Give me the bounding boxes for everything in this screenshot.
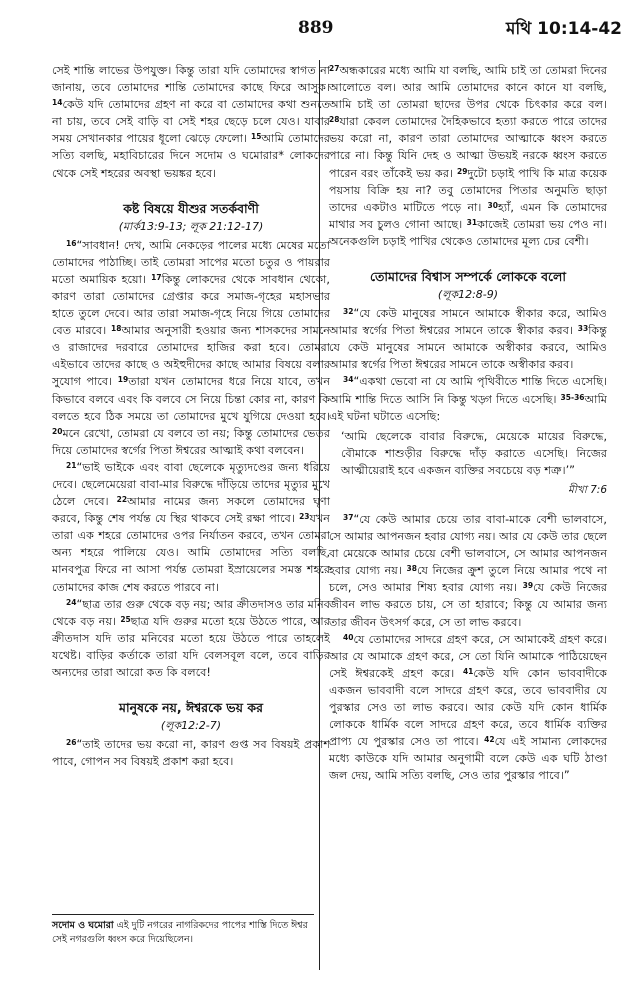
verse-text: আমার নামের জন্য সকলে তোমাদের ঘৃণা করবে, কিন্তু শেষ পর্যন্ত যে স্থির থাকবে সেই রক্ষা পাবে।	[52, 495, 331, 526]
right-column	[329, 62, 607, 784]
verse-text: “যে কেউ মানুষের সামনে আমাকে স্বীকার করে, আমিও আমার স্বর্গের পিতা ঈশ্বরের সামনে তাকে স্বীকার করব।	[329, 307, 607, 338]
verse-text: আমি তোমাদের সত্যি বলছি, মহাবিচারের দিনে সদোম ও ঘমোরার* লোকদের থেকে সেই শহরের অবস্থা ভয়ঙ্কর হবে।	[52, 132, 330, 180]
verse-number: 33	[577, 324, 589, 334]
verse-text: আমি এই ঘটনা ঘটাতে এসেছি:	[329, 392, 607, 423]
verse-number: 35-36	[560, 392, 585, 402]
footnote-text: এই দুটি নগরের নাগরিকদের পাপের শাস্তি দিতে ঈশ্বর সেই নগরগুলি ধ্বংস করে দিয়েছিলেন।	[52, 920, 308, 945]
verse-number: 40	[343, 632, 354, 642]
verse-number: 20	[52, 426, 63, 436]
verse-number: 27	[329, 64, 340, 73]
verse-number: 15	[250, 132, 262, 142]
verse-number: 38	[406, 564, 417, 574]
verse-number: 37	[343, 512, 354, 522]
verse-text: কাজেই তোমরা ভয় পেও না। অনেকগুলি চড়াই পাখির থেকেও তোমাদের মূল্য ঢের বেশী।	[329, 217, 607, 248]
paragraph	[52, 736, 330, 770]
verse-text: অন্ধকারের মধ্যে আমি যা বলছি, আমি চাই তা তোমরা দিনের আলোতে বল। আর আমি তোমাদের কানে কানে যা বলছি, আমি চাই তা তোমরা ছাদের উপর থেকে চিৎকার করে বল।	[329, 64, 607, 112]
paragraph	[52, 237, 330, 459]
verse-text: যে কেউ নিজের জীবন লাভ করতে চায়, সে তা হারাবে; কিন্তু যে আমার জন্য তার জীবন উৎসর্গ করে, সে তা লাভ করবে।	[329, 581, 607, 629]
verse-text: আমার অনুসারী হওয়ার জন্য শাসকদের সামনে ও রাজাদের দরবারে তোমাদের হাজির করা হবে। তোমরা এইভাবে তাদের কাছে ও অইহুদীদের কাছে আমার বিষয়ে বলার সুযোগ পাবে।	[52, 324, 330, 389]
verse-text: হ্যাঁ, এমন কি তোমাদের মাথার সব চুলও গোনা আছে।	[329, 200, 607, 231]
paragraph	[329, 62, 607, 250]
paragraph	[329, 305, 607, 373]
footnote	[52, 914, 314, 947]
verse-text: যখন তারা এক শহরে তোমাদের ওপর নির্যাতন করবে, তখন তোমরা অন্য শহরে পালিয়ে যেও। আমি তোমাদের সত্যি বলছি, মানবপুত্র ফিরে না আসা পর্যন্ত তোমরা ইস্রায়েলের সমস্ত শহরে তোমাদের কাজ শেষ করতে পারবে না।	[52, 512, 330, 594]
left-column	[52, 62, 330, 770]
verse-text: “তাই তাদের ভয় করো না, কারণ গুপ্ত সব বিষয়ই প্রকাশ পাবে, গোপন সব বিষয়ই প্রকাশ করা হবে।	[52, 738, 330, 769]
verse-text: মনে রেখো, তোমরা যে বলবে তা নয়; কিন্তু তোমাদের ভেতর দিয়ে তোমাদের স্বর্গের পিতা ঈশ্বরের আত্মাই কথা বলবেন।	[52, 426, 330, 457]
verse-text: ছাত্র যদি গুরুর মতো হয়ে উঠতে পারে, আর ক্রীতদাস যদি তার মনিবের মতো হয়ে উঠতে পারে তাহলেই যথেষ্ট। বাড়ির কর্তাকে তারা যদি বেলসবূল বলে, তবে বাড়ির অন্যদের তারা আরো কত কি বলবে!	[52, 614, 331, 679]
verse-number: 17	[151, 272, 162, 282]
verse-number: 42	[484, 735, 495, 745]
verse-text: কেউ যদি কোন ভাববাদীকে একজন ভাববাদী বলে সাদরে গ্রহণ করে, তবে ভাববাদীর যে পুরস্কার সেও তা লাভ করবে। আর কেউ যদি কোন ধার্মিক লোককে ধার্মিক বলে সাদরে গ্রহণ করে, তবে ধার্মিক ব্যক্তির প্রাপ্য যে পুরস্কার সেও তা পাবে।	[329, 666, 607, 749]
verse-text: যে তোমাদের সাদরে গ্রহণ করে, সে আমাকেই গ্রহণ করে। আর যে আমাকে গ্রহণ করে, সে তো যিনি আমাকে পাঠিয়েছেন সেই ঈশ্বরকেই গ্রহণ করে।	[329, 632, 607, 680]
verse-number: 34	[343, 375, 354, 385]
verse-text: যারা কেবল তোমাদের দৈহিকভাবে হত্যা করতে পারে তাদের ভয় করো না, কারণ তারা তোমাদের আত্মাকে ধ্বংস করতে পারে না। কিন্তু যিনি দেহ ও আত্মা উভয়ই নরকে ধ্বংস করতে পারেন বরং তাঁকেই ভয় কর।	[329, 115, 607, 180]
section-heading: কষ্ট বিষয়ে যীশুর সতর্কবাণী	[123, 200, 259, 216]
verse-text: “যে কেউ আমার চেয়ে তার বাবা-মাকে বেশী ভালবাসে, সে আমার আপনজন হবার যোগ্য নয়। আর যে কেউ তার ছেলে বা মেয়েকে আমার চেয়ে বেশী ভালবাসে, সে আমার আপনজন হবার যোগ্য নয়।	[329, 512, 607, 578]
verse-text: “ভাই ভাইকে এবং বাবা ছেলেকে মৃত্যুদণ্ডের জন্য ধরিয়ে দেবে। ছেলেমেয়েরা বাবা-মার বিরুদ্ধে দাঁড়িয়ে তাদের মৃত্যুর মুখে ঠেলে দেবে।	[52, 460, 330, 509]
paragraph	[52, 459, 330, 596]
verse-number: 30	[487, 200, 498, 210]
quotation: ‘আমি ছেলেকে বাবার বিরুদ্ধে, মেয়েকে মায়ের বিরুদ্ধে, বৌমাকে শাশুড়ীর বিরুদ্ধে দাঁড় করাতে এসেছি। নিজের আত্মীয়েরাই হবে একজন ব্যক্তির সবচেয়ে বড় শত্রু।’”	[341, 429, 607, 477]
verse-text: কেউ যদি তোমাদের গ্রহণ না করে বা তোমাদের কথা শুনতে না চায়, তবে সেই বাড়ি বা সেই শহর ছেড়ে চলে যেও। যাবার সময় সেখানকার পায়ের ধূলো ঝেড়ে ফেলো।	[52, 98, 330, 146]
verse-number: 25	[120, 614, 131, 624]
verse-text: “একথা ভেবো না যে আমি পৃথিবীতে শান্তি দিতে এসেছি। আমি শান্তি দিতে আসি নি কিন্তু খড়্গ দিতে এসেছি।	[329, 375, 607, 406]
verse-number: 19	[117, 375, 129, 385]
verse-text: সেই শান্তি লাভের উপযুক্ত। কিন্তু তারা যদি তোমাদের স্বাগত না জানায়, তবে তোমাদের শান্তি তোমাদের কাছে ফিরে আসুক।	[52, 64, 330, 95]
verse-number: 31	[466, 217, 478, 227]
paragraph	[52, 596, 330, 681]
paragraph	[52, 62, 330, 182]
verse-text: দুটো চড়াই পাখি কি মাত্র কয়েক পয়সায় বিক্রি হয় না? তবু তোমাদের পিতার অনুমতি ছাড়া তাদের একটাও মাটিতে পড়ে না।	[329, 166, 607, 214]
verse-text: “ছাত্র তার গুরু থেকে বড় নয়; আর ক্রীতদাসও তার মনিব থেকে বড় নয়।	[52, 597, 330, 628]
verse-text: কিন্তু যে কেউ মানুষের সামনে আমাকে অস্বীকার করবে, আমিও আমার স্বর্গের পিতা ঈশ্বরের সামনে তাকে অস্বীকার করব।	[329, 324, 607, 372]
paragraph	[329, 373, 607, 424]
verse-number: 22	[116, 495, 128, 505]
verse-number: 24	[66, 597, 77, 607]
verse-number: 32	[343, 307, 354, 317]
page-header	[0, 14, 638, 44]
verse-text: “সাবধান! দেখ, আমি নেকড়ের পালের মধ্যে মেষের মতো তোমাদের পাঠাচ্ছি। তাই তোমরা সাপের মতো চতুর ও পায়রার মতো অমায়িক হয়ো।	[52, 238, 330, 286]
book-reference: মথি 10:14-42	[505, 19, 622, 39]
parallel-reference: (মার্ক13:9-13; লূক 21:12-17)	[118, 219, 264, 233]
verse-number: 21	[66, 460, 77, 470]
paragraph	[329, 511, 607, 631]
verse-number: 28	[329, 115, 340, 125]
verse-number: 16	[66, 238, 77, 248]
verse-number: 26	[66, 738, 77, 748]
parallel-reference: (লূক12:2-7)	[160, 719, 222, 733]
verse-number: 18	[111, 324, 122, 334]
footnote-term: সদোম ও ঘমোরা	[52, 920, 114, 931]
section-heading: তোমাদের বিশ্বাস সম্পর্কে লোককে বলো	[369, 269, 567, 285]
page-number: 889	[298, 18, 334, 38]
verse-number: 23	[299, 512, 310, 522]
section-heading: মানুষকে নয়, ঈশ্বরকে ভয় কর	[119, 700, 263, 716]
verse-number: 14	[52, 98, 63, 108]
verse-text: যে এই সামান্য লোকদের মধ্যে কাউকে যদি আমার অনুগামী বলে কেউ এক ঘটি ঠাণ্ডা জল দেয়, আমি সত্যি বলছি, সেও তার পুরস্কার পাবে।”	[329, 735, 607, 783]
verse-text: যে নিজের ক্রুশ তুলে নিয়ে আমার পথে না চলে, সেও আমার শিষ্য হবার যোগ্য নয়।	[329, 564, 607, 595]
verse-number: 39	[522, 581, 534, 591]
paragraph	[329, 631, 607, 785]
quotation-reference: মীখা 7:6	[567, 483, 607, 496]
verse-text: তারা যখন তোমাদের ধরে নিয়ে যাবে, তখন কিভাবে বলবে এবং কি বলবে সে নিয়ে চিন্তা কোর না, কারণ কি বলতে হবে ঠিক সময়ে তা তোমাদের মুখে যুগিয়ে দেওয়া হবে।	[52, 375, 331, 423]
verse-number: 41	[462, 666, 474, 676]
verse-text: কিন্তু লোকদের থেকে সাবধান থেকো, কারণ তারা তোমাদের গ্রেপ্তার করে সমাজ-গৃহের মহাসভার হাতে তুলে দেবে। আর তারা সমাজ-গৃহে নিয়ে গিয়ে তোমাদের বেত মারবে।	[52, 272, 330, 338]
parallel-reference: (লূক12:8-9)	[437, 288, 499, 302]
verse-number: 29	[457, 166, 468, 176]
